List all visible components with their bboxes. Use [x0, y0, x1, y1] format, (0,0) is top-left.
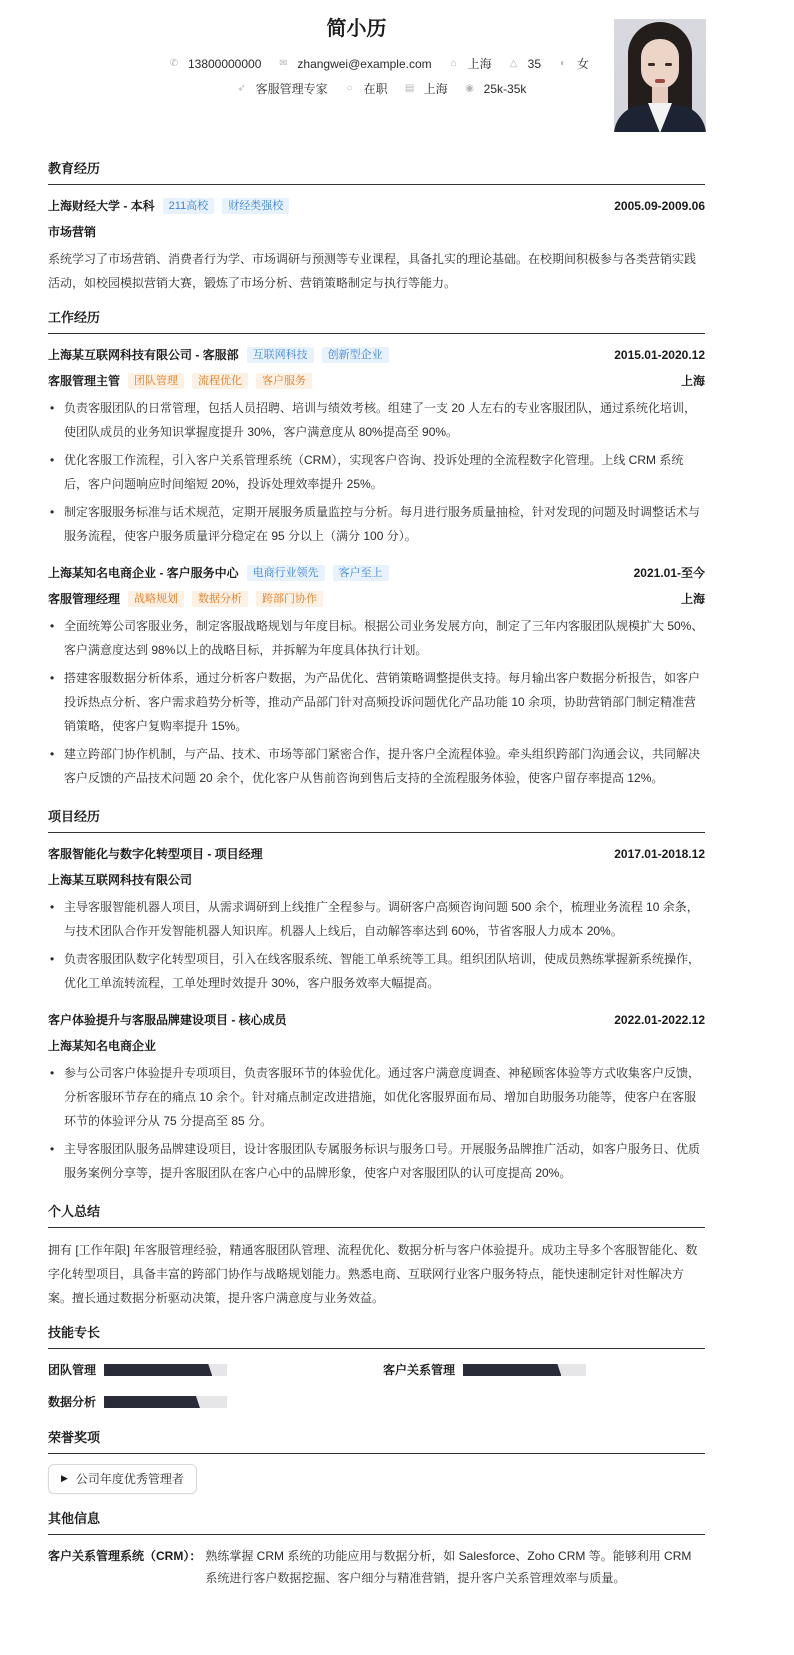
- section-title: 项目经历: [48, 808, 705, 833]
- role-tag: 客户服务: [256, 373, 312, 389]
- skill-label: 团队管理: [48, 1363, 97, 1377]
- bullet-item: • 全面统筹公司客服业务，制定客服战略规划与年度目标。根据公司业务发展方向，制定了三年内客服团队规模扩大 50%、客户满意度达到 98%以上的战略目标，并拆解为年度具体执行计划。: [48, 614, 705, 662]
- project-org: 上海某知名电商企业: [48, 1039, 157, 1053]
- award-item[interactable]: [48, 1464, 197, 1494]
- school-tag: 211高校: [163, 198, 215, 214]
- contact-gender: ◐ 女: [557, 55, 589, 73]
- job-role: 客服管理主管: [48, 374, 121, 388]
- skill-item: [383, 1359, 705, 1381]
- school-tag: 财经类强校: [222, 198, 289, 214]
- skill-bar: [463, 1364, 586, 1376]
- candidate-name: 简小历: [326, 18, 387, 40]
- school-name: 上海财经大学 - 本科: [48, 199, 155, 213]
- company-tag: 互联网科技: [247, 347, 314, 363]
- skill-item: [48, 1359, 383, 1381]
- major: 市场营销: [48, 225, 97, 239]
- role-tag: 战略规划: [128, 591, 184, 607]
- mail-icon: ✉: [279, 58, 288, 69]
- send-icon: ➶: [237, 83, 246, 94]
- section-title: 其他信息: [48, 1510, 705, 1535]
- work-date: 2021.01-至今: [633, 566, 705, 580]
- section-title: 教育经历: [48, 160, 705, 185]
- contact-salary: ◉ 25k-35k: [465, 82, 527, 96]
- project-date: 2017.01-2018.12: [614, 847, 705, 861]
- work-bullets: [48, 396, 705, 548]
- project-org: 上海某互联网科技有限公司: [48, 873, 193, 887]
- project-bullets: [48, 1061, 705, 1185]
- status-icon: ○: [346, 83, 353, 94]
- contact-city: ▤ 上海: [404, 82, 448, 96]
- profile-photo: [614, 19, 706, 132]
- other-info-key: 客户关系管理系统（CRM）：: [48, 1549, 202, 1563]
- bullet-item: • 制定客服服务标准与话术规范，定期开展服务质量监控与分析。每月进行服务质量抽检，针对发现的问题及时调整话术与服务流程，使客户服务质量评分稳定在 95 分以上（满分 100 分）。: [48, 500, 705, 548]
- work-date: 2015.01-2020.12: [614, 348, 705, 362]
- bullet-item: • 主导客服团队服务品牌建设项目，设计客服团队专属服务标识与服务口号。开展服务品牌推广活动，如客户服务日、优质服务案例分享等，提升客服团队在客户心中的品牌形象，使客户对客服团队的认可度提高 20%。: [48, 1137, 705, 1185]
- project-entry: [48, 1009, 705, 1185]
- job-role: 客服管理经理: [48, 592, 121, 606]
- skill-label: 客户关系管理: [383, 1363, 456, 1377]
- resume-header: [48, 0, 705, 150]
- contact-position: ➶ 客服管理专家: [237, 82, 328, 96]
- award-label: 公司年度优秀管理者: [75, 1472, 184, 1486]
- company-tag: 创新型企业: [322, 347, 389, 363]
- project-name: 客服智能化与数字化转型项目 - 项目经理: [48, 847, 263, 861]
- contact-status: ○ 在职: [344, 80, 388, 98]
- role-tag: 流程优化: [192, 373, 248, 389]
- section-title: 工作经历: [48, 309, 705, 334]
- contact-hometown: ⌂ 上海: [448, 55, 492, 73]
- triangle-right-icon: ▶: [61, 1473, 68, 1484]
- project-date: 2022.01-2022.12: [614, 1013, 705, 1027]
- education-description: 系统学习了市场营销、消费者行为学、市场调研与预测等专业课程，具备扎实的理论基础。在校期间积极参与各类营销实践活动，如校园模拟营销大赛，锻炼了市场分析、营销策略制定与执行等能力。: [48, 252, 697, 290]
- bullet-item: • 建立跨部门协作机制，与产品、技术、市场等部门紧密合作，提升客户全流程体验。牵头组织跨部门沟通会议，共同解决客户反馈的产品技术问题 20 余个，优化客户从售前咨询到售后支持的全流程服务体验，使客户留存率提高 12%。: [48, 742, 705, 790]
- contact-row-secondary: [48, 80, 705, 98]
- education-header: [48, 195, 705, 217]
- skill-bar: [104, 1364, 227, 1376]
- bullet-item: • 优化客服工作流程，引入客户关系管理系统（CRM），实现客户咨询、投诉处理的全流程数字化管理。上线 CRM 系统后，客户问题响应时间缩短 20%，投诉处理效率提升 25%。: [48, 448, 705, 496]
- project-bullets: [48, 895, 705, 995]
- bullet-item: • 负责客服团队的日常管理，包括人员招聘、培训与绩效考核。组建了一支 20 人左右的专业客服团队，通过系统化培训，使团队成员的业务知识掌握度提升 30%，客户满意度从 80%提高至 90%。: [48, 396, 705, 444]
- work-entry: [48, 562, 705, 790]
- phone-icon: ✆: [169, 58, 179, 69]
- bullet-item: • 参与公司客户体验提升专项项目，负责客服环节的体验优化。通过客户满意度调查、神秘顾客体验等方式收集客户反馈，分析客服环节存在的痛点 10 余个。针对痛点制定改进措施，如优化客服界面布局、增加自助服务功能等，使客户在客服环节的体验评分从 75 分提高至 85 分。: [48, 1061, 705, 1133]
- role-tag: 跨部门协作: [256, 591, 323, 607]
- bullet-item: • 主导客服智能机器人项目，从需求调研到上线推广全程参与。调研客户高频咨询问题 500 余个，梳理业务流程 10 余条，与技术团队合作开发智能机器人知识库。机器人上线后，自动解答率达到 60%，节省客服人力成本 20%。: [48, 895, 705, 943]
- salary-icon: ◉: [465, 83, 475, 94]
- company-name: 上海某互联网科技有限公司 - 客服部: [48, 348, 239, 362]
- contact-age: △ 35: [508, 55, 541, 73]
- other-info-value: 熟练掌握 CRM 系统的功能应用与数据分析，如 Salesforce、Zoho CRM 等。能够利用 CRM 系统进行客户数据挖掘、客户细分与精准营销，提升客户关系管理效率与质量。: [205, 1549, 692, 1585]
- awards-section: [48, 1429, 705, 1494]
- bullet-item: • 负责客服团队数字化转型项目，引入在线客服系统、智能工单系统等工具。组织团队培训，使成员熟练掌握新系统操作，优化工单流转流程，工单处理时效提升 30%，客户服务效率大幅提高。: [48, 947, 705, 995]
- role-tag: 团队管理: [128, 373, 184, 389]
- building-icon: ▤: [404, 83, 415, 94]
- work-entry: [48, 344, 705, 548]
- contact-email: ✉ zhangwei@example.com: [279, 57, 432, 71]
- role-tag: 数据分析: [192, 591, 248, 607]
- company-name: 上海某知名电商企业 - 客户服务中心: [48, 566, 239, 580]
- summary-text: 拥有 [工作年限] 年客服管理经验，精通客服团队管理、流程优化、数据分析与客户体验提升。成功主导多个客服智能化、数字化转型项目，具备丰富的跨部门协作与战略规划能力。熟悉电商、互联网行业客户服务特点，能快速制定针对性解决方案。擅长通过数据分析驱动决策，提升客户满意度与业务效益。: [48, 1243, 698, 1305]
- other-info-row: [48, 1545, 705, 1589]
- company-tag: 客户至上: [333, 565, 389, 581]
- bullet-item: • 搭建客服数据分析体系，通过分析客户数据，为产品优化、营销策略调整提供支持。每月输出客户数据分析报告，如客户投诉热点分析、客户需求趋势分析等，推动产品部门针对高频投诉问题优化产品功能 10 余项，协助营销部门制定精准营销策略，使客户复购率提升 15%。: [48, 666, 705, 738]
- section-title: 技能专长: [48, 1324, 705, 1349]
- gender-icon: ◐: [559, 58, 567, 69]
- skill-bar-fill: [104, 1364, 212, 1376]
- home-icon: ⌂: [450, 58, 457, 69]
- company-tag: 电商行业领先: [247, 565, 325, 581]
- skill-label: 数据分析: [48, 1395, 97, 1409]
- skill-bar: [104, 1396, 227, 1408]
- skill-bar-fill: [463, 1364, 561, 1376]
- work-location: 上海: [680, 374, 705, 388]
- summary-section: [48, 1203, 705, 1310]
- work-section: [48, 309, 705, 790]
- project-name: 客户体验提升与客服品牌建设项目 - 核心成员: [48, 1013, 287, 1027]
- skill-item: [48, 1391, 383, 1413]
- projects-section: [48, 808, 705, 1185]
- other-section: [48, 1510, 705, 1589]
- skills-section: [48, 1324, 705, 1413]
- skill-bar-fill: [104, 1396, 200, 1408]
- contact-row-primary: [48, 55, 705, 73]
- age-icon: △: [509, 58, 518, 69]
- education-date: 2005.09-2009.06: [614, 199, 705, 213]
- skills-grid: [48, 1359, 705, 1413]
- contact-phone: ✆ 13800000000: [169, 57, 262, 71]
- section-title: 个人总结: [48, 1203, 705, 1228]
- project-entry: [48, 843, 705, 995]
- education-section: [48, 160, 705, 295]
- section-title: 荣誉奖项: [48, 1429, 705, 1454]
- work-location: 上海: [680, 592, 705, 606]
- work-bullets: [48, 614, 705, 790]
